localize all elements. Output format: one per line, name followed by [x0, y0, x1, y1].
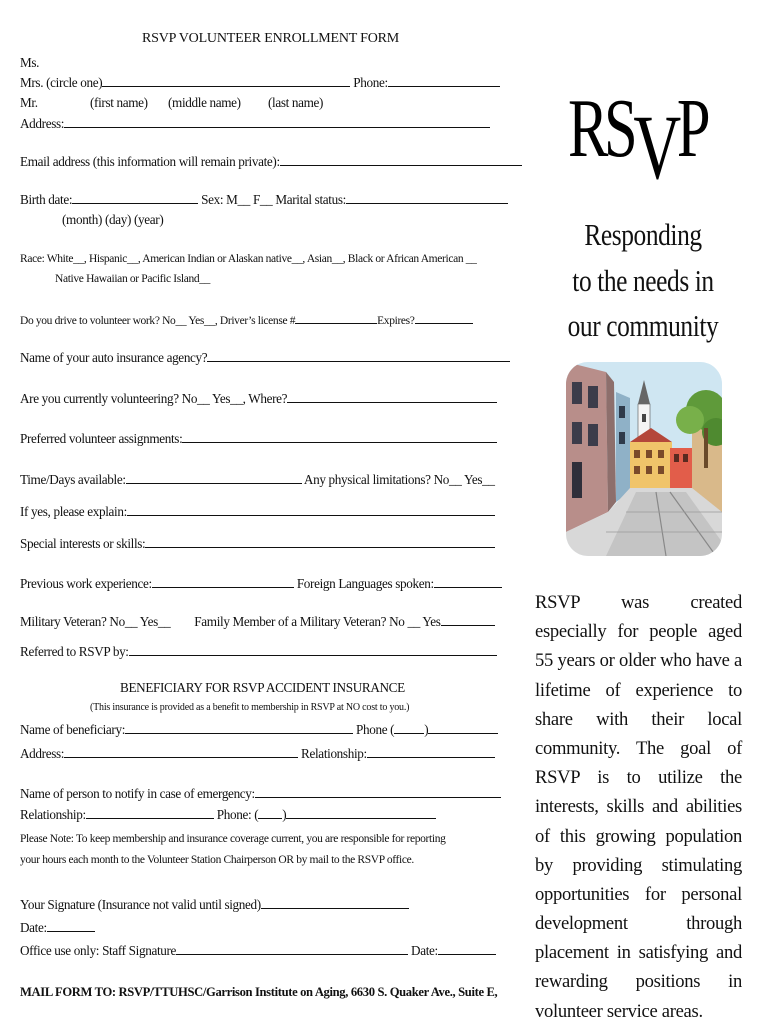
interests-label: Special interests or skills: — [20, 536, 146, 551]
emergency-name-field[interactable] — [255, 786, 501, 798]
logo-letter-r: R — [568, 82, 605, 175]
birth-date-field[interactable] — [72, 192, 198, 204]
mail-to-line: MAIL FORM TO: RSVP/TTUHSC/Garrison Institute on Aging, 6630 S. Quaker Ave., Suite E, — [20, 985, 498, 999]
beneficiary-phone-label: Phone ( — [356, 722, 395, 737]
full-name-field[interactable] — [102, 75, 350, 87]
time-field[interactable] — [126, 472, 302, 484]
middle-name-caption: (middle name) — [168, 95, 241, 110]
street-illustration — [566, 362, 722, 556]
phone-field[interactable] — [388, 75, 500, 87]
beneficiary-name-line: Name of beneficiary: Phone ( ) — [20, 722, 498, 739]
form-title: RSVP VOLUNTEER ENROLLMENT FORM — [142, 31, 400, 46]
insurance-field[interactable] — [207, 350, 510, 362]
volunteering-label: Are you currently volunteering? No__ Yes__, Where? — [20, 391, 288, 406]
signature-label: Your Signature (Insurance not valid until signed) — [20, 897, 261, 912]
salutation-ms: Ms. — [20, 55, 40, 70]
tagline-line-2: to the needs in — [572, 262, 714, 298]
salutation-mr: Mr. — [20, 95, 38, 110]
relationship-field[interactable] — [367, 746, 495, 758]
veteran-line — [20, 614, 495, 631]
volunteering-where-field[interactable] — [287, 391, 497, 403]
race-line-1[interactable]: Race: White__, Hispanic__, American Indian or Alaskan native__, Asian__, Black or African American __ — [20, 253, 477, 265]
expires-field[interactable] — [415, 312, 473, 324]
signature-line — [20, 897, 409, 914]
languages-field[interactable] — [434, 576, 502, 588]
emergency-phone-field[interactable] — [286, 807, 436, 819]
explain-field[interactable] — [127, 504, 495, 516]
name-line — [20, 75, 500, 92]
referred-label: Referred to RSVP by: — [20, 644, 129, 659]
address-field[interactable] — [64, 116, 490, 128]
time-line — [20, 472, 495, 489]
emergency-line — [20, 786, 501, 803]
date-line — [20, 920, 95, 937]
assignments-label: Preferred volunteer assignments: — [20, 431, 183, 446]
explain-label: If yes, please explain: — [20, 504, 127, 519]
sex-marital-label: Sex: M__ F__ Marital status: — [201, 192, 346, 207]
explain-line — [20, 504, 495, 521]
logo-letter-v: V — [633, 96, 677, 198]
tagline — [565, 212, 721, 349]
birth-line — [20, 192, 508, 209]
last-name-caption: (last name) — [268, 95, 324, 110]
email-line — [20, 154, 522, 171]
office-use-label: Office use only: Staff Signature — [20, 943, 177, 958]
expires-label: Expires? — [377, 315, 415, 327]
work-label: Previous work experience: — [20, 576, 152, 591]
volunteering-line — [20, 391, 497, 408]
birth-label: Birth date: — [20, 192, 73, 207]
note-line-2: your hours each month to the Volunteer Station Chairperson OR by mail to the RSVP office. — [20, 854, 414, 866]
insurance-label: Name of your auto insurance agency? — [20, 350, 208, 365]
emergency-area-code-field[interactable] — [258, 807, 282, 819]
referred-field[interactable] — [129, 644, 497, 656]
emergency-label: Name of person to notify in case of emergency: — [20, 786, 255, 801]
veteran-label: Military Veteran? No__ Yes__ — [20, 614, 171, 629]
time-label: Time/Days available: — [20, 472, 126, 487]
tagline-line-1: Responding — [584, 217, 702, 252]
interests-field[interactable] — [145, 536, 495, 548]
beneficiary-address-line — [20, 746, 495, 763]
emergency-relationship-field[interactable] — [86, 807, 214, 819]
email-label: Email address (this information will remain private): — [20, 154, 280, 169]
date-label: Date: — [20, 920, 47, 935]
assignments-line — [20, 431, 497, 448]
limitations-label: Any physical limitations? No__ Yes__ — [303, 472, 495, 487]
work-field[interactable] — [152, 576, 294, 588]
signature-field[interactable] — [261, 897, 409, 909]
emergency-relationship-line: Relationship: Phone: ( ) — [20, 807, 436, 824]
work-line — [20, 576, 502, 593]
address-line — [20, 116, 490, 133]
staff-signature-field[interactable] — [176, 943, 408, 955]
emergency-phone-label: Phone: ( — [216, 807, 259, 822]
marital-status-field[interactable] — [346, 192, 508, 204]
email-field[interactable] — [280, 154, 522, 166]
drive-label: Do you drive to volunteer work? No__ Yes__, Driver’s license # — [20, 315, 296, 327]
relationship-label: Relationship: — [301, 746, 367, 761]
beneficiary-area-code-field[interactable] — [394, 722, 424, 734]
family-veteran-label: Family Member of a Military Veteran? No __ Yes — [194, 614, 441, 629]
rsvp-description: RSVP was created especially for people aged 55 years or older who have a lifetime of experience to share with their local community. The goal of RSVP is to utilize the interests, skills and abilities of this growing population by providing stimulating opportunities for personal development through placement in satisfying and rewarding positions in volunteer service areas. — [535, 592, 742, 1022]
beneficiary-name-field[interactable] — [125, 722, 353, 734]
tagline-line-3: our community — [567, 308, 719, 344]
languages-label: Foreign Languages spoken: — [296, 576, 434, 591]
date-field[interactable] — [47, 920, 95, 932]
rsvp-logo — [568, 72, 707, 198]
assignments-field[interactable] — [182, 431, 497, 443]
logo-letter-s: S — [604, 82, 634, 175]
referred-line — [20, 644, 497, 661]
first-name-caption: (first name) — [90, 95, 148, 110]
insurance-line — [20, 350, 510, 367]
drive-line — [20, 312, 473, 328]
salutation-mrs: Mrs. (circle one) — [20, 75, 103, 90]
beneficiary-note: (This insurance is provided as a benefit to membership in RSVP at NO cost to you.) — [90, 702, 410, 713]
logo-letter-p: P — [676, 82, 707, 175]
address-label: Address: — [20, 116, 65, 131]
office-date-label: Date: — [411, 943, 438, 958]
beneficiary-address-field[interactable] — [64, 746, 298, 758]
family-veteran-field[interactable] — [441, 614, 495, 626]
race-line-2[interactable]: Native Hawaiian or Pacific Island__ — [55, 273, 211, 285]
beneficiary-phone-field[interactable] — [428, 722, 498, 734]
office-date-field[interactable] — [438, 943, 496, 955]
interests-line — [20, 536, 495, 553]
emergency-relationship-label: Relationship: — [20, 807, 86, 822]
office-use-line — [20, 943, 496, 960]
beneficiary-heading: BENEFICIARY FOR RSVP ACCIDENT INSURANCE — [120, 680, 405, 695]
note-line-1: Please Note: To keep membership and insurance coverage current, you are responsible for reporting — [20, 833, 446, 845]
beneficiary-address-label: Address: — [20, 746, 65, 761]
date-parts-caption: (month) (day) (year) — [62, 212, 164, 227]
beneficiary-name-label: Name of beneficiary: — [20, 722, 126, 737]
license-field[interactable] — [295, 312, 377, 324]
phone-label: Phone: — [353, 75, 388, 90]
